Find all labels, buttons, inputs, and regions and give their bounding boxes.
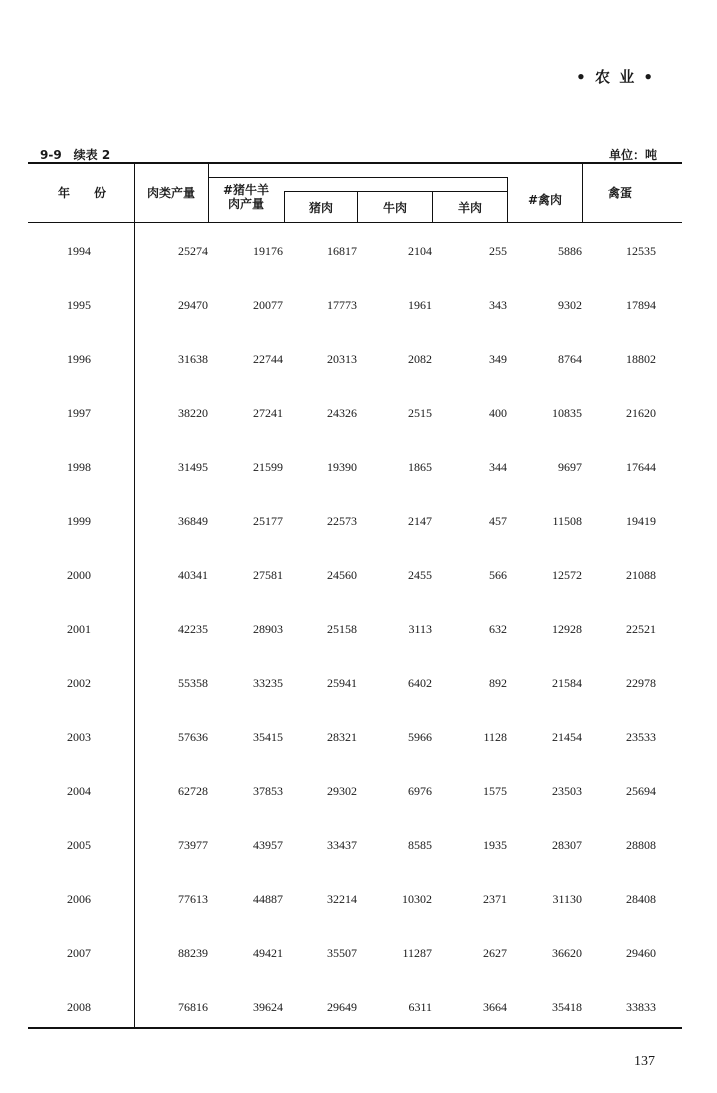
poultry-cell: 23503 (552, 784, 582, 798)
pork-cell: 25941 (327, 676, 357, 690)
eggs-cell: 23533 (626, 730, 656, 744)
meat-total-cell: 77613 (178, 892, 208, 906)
beef-cell: 6311 (408, 1000, 432, 1014)
year-cell: 1994 (67, 244, 91, 258)
header-eggs: 禽蛋 (607, 186, 632, 200)
year-cell: 2008 (67, 1000, 91, 1014)
table-row (28, 730, 682, 750)
year-cell: 2000 (67, 568, 91, 582)
year-cell: 1995 (67, 298, 91, 312)
mutton-cell: 1128 (483, 730, 507, 744)
table-row (28, 460, 682, 480)
meat-total-cell: 62728 (178, 784, 208, 798)
mutton-cell: 566 (489, 568, 507, 582)
mutton-cell: 1575 (483, 784, 507, 798)
table-row (28, 298, 682, 318)
table-row (28, 622, 682, 642)
table-row (28, 838, 682, 858)
meat-total-cell: 40341 (178, 568, 208, 582)
poultry-cell: 36620 (552, 946, 582, 960)
table-row (28, 946, 682, 966)
pork-cell: 32214 (327, 892, 357, 906)
meat-total-cell: 57636 (178, 730, 208, 744)
page-number: 137 (634, 1054, 655, 1069)
header-pork-beef-mutton: #猪牛羊 肉产量 (222, 183, 270, 211)
beef-cell: 3113 (408, 622, 432, 636)
header-subrule (284, 191, 508, 192)
poultry-cell: 8764 (558, 352, 582, 366)
pork-beef-mutton-cell: 27581 (253, 568, 283, 582)
mutton-cell: 2627 (483, 946, 507, 960)
meat-total-cell: 25274 (178, 244, 208, 258)
eggs-cell: 17644 (626, 460, 656, 474)
pork-cell: 29302 (327, 784, 357, 798)
eggs-cell: 28408 (626, 892, 656, 906)
table-bottom-rule (28, 1027, 682, 1029)
header-divider (507, 177, 508, 222)
beef-cell: 6402 (408, 676, 432, 690)
poultry-cell: 9302 (558, 298, 582, 312)
pork-beef-mutton-cell: 22744 (253, 352, 283, 366)
pork-cell: 22573 (327, 514, 357, 528)
mutton-cell: 1935 (483, 838, 507, 852)
table-row (28, 784, 682, 804)
pork-beef-mutton-cell: 28903 (253, 622, 283, 636)
year-cell: 1999 (67, 514, 91, 528)
pork-beef-mutton-cell: 44887 (253, 892, 283, 906)
mutton-cell: 400 (489, 406, 507, 420)
beef-cell: 2455 (408, 568, 432, 582)
meat-total-cell: 55358 (178, 676, 208, 690)
mutton-cell: 632 (489, 622, 507, 636)
beef-cell: 5966 (408, 730, 432, 744)
pork-cell: 16817 (327, 244, 357, 258)
mutton-cell: 892 (489, 676, 507, 690)
table-row (28, 514, 682, 534)
table-header-rule (28, 222, 682, 223)
pork-cell: 33437 (327, 838, 357, 852)
eggs-cell: 22978 (626, 676, 656, 690)
eggs-cell: 21620 (626, 406, 656, 420)
beef-cell: 2147 (408, 514, 432, 528)
eggs-cell: 21088 (626, 568, 656, 582)
meat-total-cell: 29470 (178, 298, 208, 312)
beef-cell: 2082 (408, 352, 432, 366)
year-cell: 2001 (67, 622, 91, 636)
mutton-cell: 457 (489, 514, 507, 528)
table-row (28, 676, 682, 696)
meat-total-cell: 36849 (178, 514, 208, 528)
mutton-cell: 344 (489, 460, 507, 474)
header-divider (357, 191, 358, 222)
mutton-cell: 343 (489, 298, 507, 312)
header-meat-total: 肉类产量 (146, 186, 195, 200)
header-mutton: 羊肉 (457, 201, 482, 215)
header-pork: 猪肉 (308, 201, 333, 215)
table-top-rule (28, 162, 682, 164)
pork-beef-mutton-cell: 19176 (253, 244, 283, 258)
pork-beef-mutton-cell: 27241 (253, 406, 283, 420)
header-poultry: #禽肉 (527, 193, 563, 207)
pork-beef-mutton-cell: 20077 (253, 298, 283, 312)
pork-cell: 24560 (327, 568, 357, 582)
mutton-cell: 255 (489, 244, 507, 258)
header-divider (208, 163, 209, 222)
eggs-cell: 17894 (626, 298, 656, 312)
eggs-cell: 12535 (626, 244, 656, 258)
meat-total-cell: 31495 (178, 460, 208, 474)
table-row (28, 892, 682, 912)
eggs-cell: 19419 (626, 514, 656, 528)
table-row (28, 406, 682, 426)
poultry-cell: 12928 (552, 622, 582, 636)
poultry-cell: 35418 (552, 1000, 582, 1014)
poultry-cell: 21454 (552, 730, 582, 744)
year-cell: 2007 (67, 946, 91, 960)
header-divider (432, 191, 433, 222)
beef-cell: 2104 (408, 244, 432, 258)
year-cell: 2003 (67, 730, 91, 744)
table-id: 9-9 续表 2 (40, 148, 111, 162)
eggs-cell: 33833 (626, 1000, 656, 1014)
pork-cell: 17773 (327, 298, 357, 312)
table-row (28, 568, 682, 588)
pork-beef-mutton-cell: 21599 (253, 460, 283, 474)
year-cell: 1996 (67, 352, 91, 366)
eggs-cell: 22521 (626, 622, 656, 636)
mutton-cell: 349 (489, 352, 507, 366)
table-row (28, 1000, 682, 1020)
header-year: 年 份 (57, 186, 106, 200)
meat-total-cell: 76816 (178, 1000, 208, 1014)
year-cell: 2005 (67, 838, 91, 852)
pork-cell: 25158 (327, 622, 357, 636)
table-row (28, 244, 682, 264)
table-row (28, 352, 682, 372)
beef-cell: 11287 (402, 946, 432, 960)
header-divider (582, 163, 583, 222)
pork-cell: 19390 (327, 460, 357, 474)
pork-beef-mutton-cell: 39624 (253, 1000, 283, 1014)
pork-cell: 29649 (327, 1000, 357, 1014)
pork-cell: 35507 (327, 946, 357, 960)
meat-total-cell: 88239 (178, 946, 208, 960)
beef-cell: 10302 (402, 892, 432, 906)
poultry-cell: 10835 (552, 406, 582, 420)
pork-beef-mutton-cell: 35415 (253, 730, 283, 744)
header-subrule (208, 177, 508, 178)
pork-cell: 24326 (327, 406, 357, 420)
poultry-cell: 9697 (558, 460, 582, 474)
year-cell: 2004 (67, 784, 91, 798)
pork-beef-mutton-cell: 37853 (253, 784, 283, 798)
year-cell: 2006 (67, 892, 91, 906)
mutton-cell: 2371 (483, 892, 507, 906)
year-cell: 2002 (67, 676, 91, 690)
beef-cell: 6976 (408, 784, 432, 798)
poultry-cell: 31130 (552, 892, 582, 906)
poultry-cell: 21584 (552, 676, 582, 690)
pork-beef-mutton-cell: 43957 (253, 838, 283, 852)
beef-cell: 1865 (408, 460, 432, 474)
eggs-cell: 25694 (626, 784, 656, 798)
poultry-cell: 5886 (558, 244, 582, 258)
beef-cell: 1961 (408, 298, 432, 312)
meat-total-cell: 31638 (178, 352, 208, 366)
beef-cell: 8585 (408, 838, 432, 852)
poultry-cell: 12572 (552, 568, 582, 582)
pork-beef-mutton-cell: 49421 (253, 946, 283, 960)
header-beef: 牛肉 (382, 201, 407, 215)
poultry-cell: 28307 (552, 838, 582, 852)
eggs-cell: 18802 (626, 352, 656, 366)
header-divider (284, 191, 285, 222)
year-cell: 1998 (67, 460, 91, 474)
eggs-cell: 29460 (626, 946, 656, 960)
pork-cell: 28321 (327, 730, 357, 744)
beef-cell: 2515 (408, 406, 432, 420)
year-cell: 1997 (67, 406, 91, 420)
section-header: • 农 业 • (576, 68, 655, 86)
pork-cell: 20313 (327, 352, 357, 366)
pork-beef-mutton-cell: 25177 (253, 514, 283, 528)
meat-total-cell: 38220 (178, 406, 208, 420)
meat-total-cell: 73977 (178, 838, 208, 852)
mutton-cell: 3664 (483, 1000, 507, 1014)
poultry-cell: 11508 (552, 514, 582, 528)
eggs-cell: 28808 (626, 838, 656, 852)
unit-label: 单位：吨 (608, 148, 657, 162)
meat-total-cell: 42235 (178, 622, 208, 636)
pork-beef-mutton-cell: 33235 (253, 676, 283, 690)
